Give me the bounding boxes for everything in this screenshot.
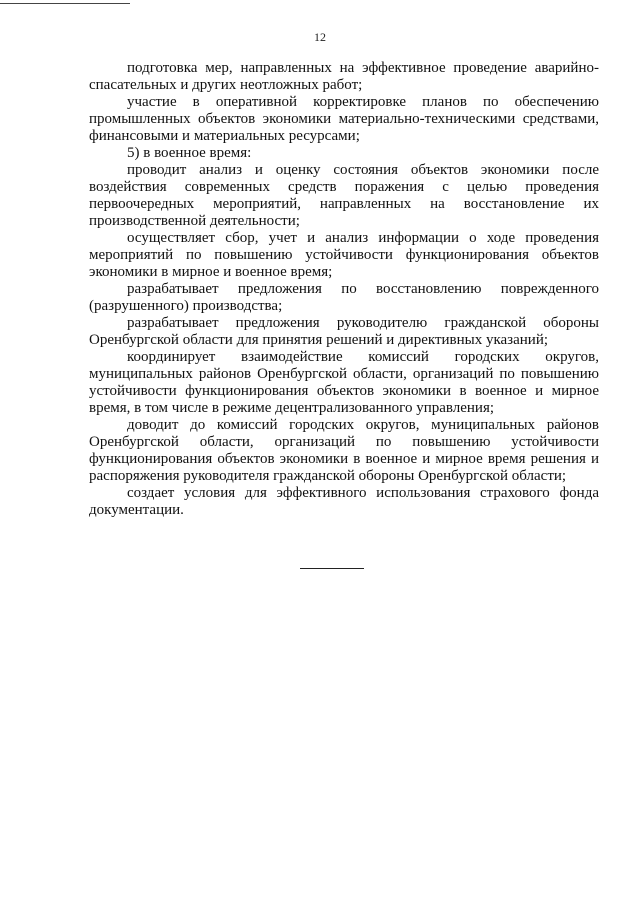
end-of-text-rule bbox=[300, 568, 364, 569]
paragraph: создает условия для эффективного использования страхового фонда документации. bbox=[89, 485, 599, 518]
document-body bbox=[89, 60, 599, 519]
page-number: 12 bbox=[314, 30, 326, 44]
paragraph: проводит анализ и оценку состояния объектов экономики после воздействия современных средств поражения с целью проведения первоочередных мероприятий, направленных на восстановление их производственной деятельности; bbox=[89, 162, 599, 229]
top-rule bbox=[0, 3, 130, 4]
paragraph: осуществляет сбор, учет и анализ информации о ходе проведения мероприятий по повышению устойчивости функционирования объектов экономики в мирное и военное время; bbox=[89, 230, 599, 280]
paragraph: доводит до комиссий городских округов, муниципальных районов Оренбургской области, организаций по повышению устойчивости функционирования объектов экономики в военное и мирное время решения и распоряжения руководителя гражданской обороны Оренбургской области; bbox=[89, 417, 599, 484]
paragraph: разрабатывает предложения руководителю гражданской обороны Оренбургской области для принятия решений и директивных указаний; bbox=[89, 315, 599, 348]
paragraph: 5) в военное время: bbox=[127, 145, 252, 161]
paragraph: участие в оперативной корректировке планов по обеспечению промышленных объектов экономики материально-техническими средствами, финансовыми и материальных ресурсами; bbox=[89, 94, 599, 144]
paragraph: координирует взаимодействие комиссий городских округов, муниципальных районов Оренбургской области, организаций по повышению устойчивости функционирования объектов экономики в военное и мирное время, в том числе в режиме децентрализованного управления; bbox=[89, 349, 599, 416]
paragraph: подготовка мер, направленных на эффективное проведение аварийно-спасательных и других неотложных работ; bbox=[89, 60, 599, 93]
paragraph: разрабатывает предложения по восстановлению поврежденного (разрушенного) производства; bbox=[89, 281, 599, 314]
